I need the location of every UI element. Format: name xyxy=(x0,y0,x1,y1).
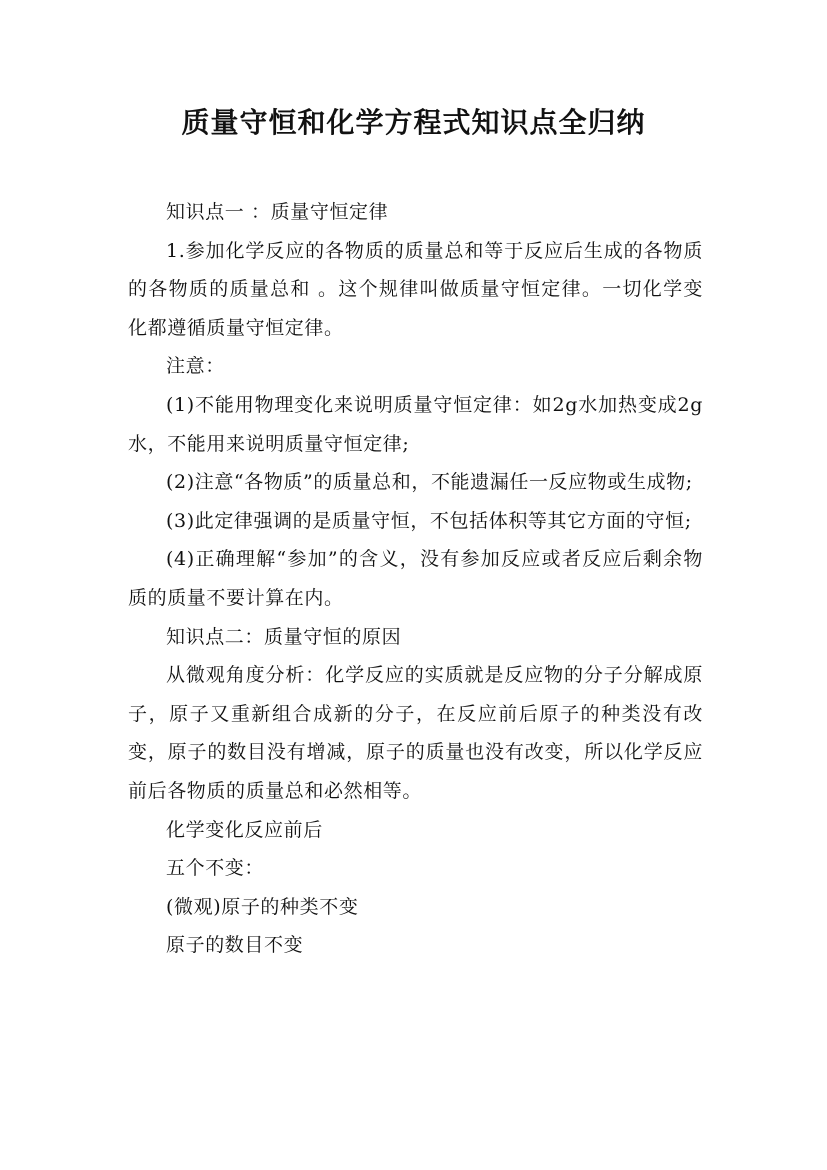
paragraph-definition: 1.参加化学反应的各物质的质量总和等于反应后生成的各物质的各物质的质量总和 。这个规律叫做质量守恒定律。一切化学变化都遵循质量守恒定律。 xyxy=(128,239,703,339)
paragraph-micro-analysis: 从微观角度分析：化学反应的实质就是反应物的分子分解成原子，原子又重新组合成新的分子，在反应前后原子的种类没有改变，原子的数目没有增减，原子的质量也没有改变，所以化学反应前后各物质的质量总和必然相等。 xyxy=(128,664,703,802)
note-item-2: (2)注意“各物质”的质量总和，不能遗漏任一反应物或生成物; xyxy=(166,471,693,494)
note-item-1: (1)不能用物理变化来说明质量守恒定律：如2g水加热变成2g水，不能用来说明质量守恒定律; xyxy=(128,393,703,455)
note-item-3: (3)此定律强调的是质量守恒，不包括体积等其它方面的守恒; xyxy=(166,509,692,532)
list-item-atom-type: (微观)原子的种类不变 xyxy=(166,895,359,918)
list-item-atom-count: 原子的数目不变 xyxy=(166,934,304,957)
section-heading-1: 知识点一 ：质量守恒定律 xyxy=(166,201,389,223)
note-label: 注意： xyxy=(166,355,225,378)
note-item-4: (4)正确理解“参加”的含义，没有参加反应或者反应后剩余物质的质量不要计算在内。 xyxy=(128,548,703,609)
paragraph-five-invariants: 五个不变： xyxy=(166,857,265,880)
document-body xyxy=(128,193,703,965)
paragraph-before-after: 化学变化反应前后 xyxy=(166,818,323,841)
document-title: 质量守恒和化学方程式知识点全归纳 xyxy=(181,106,646,139)
section-heading-2: 知识点二：质量守恒的原因 xyxy=(166,625,402,648)
